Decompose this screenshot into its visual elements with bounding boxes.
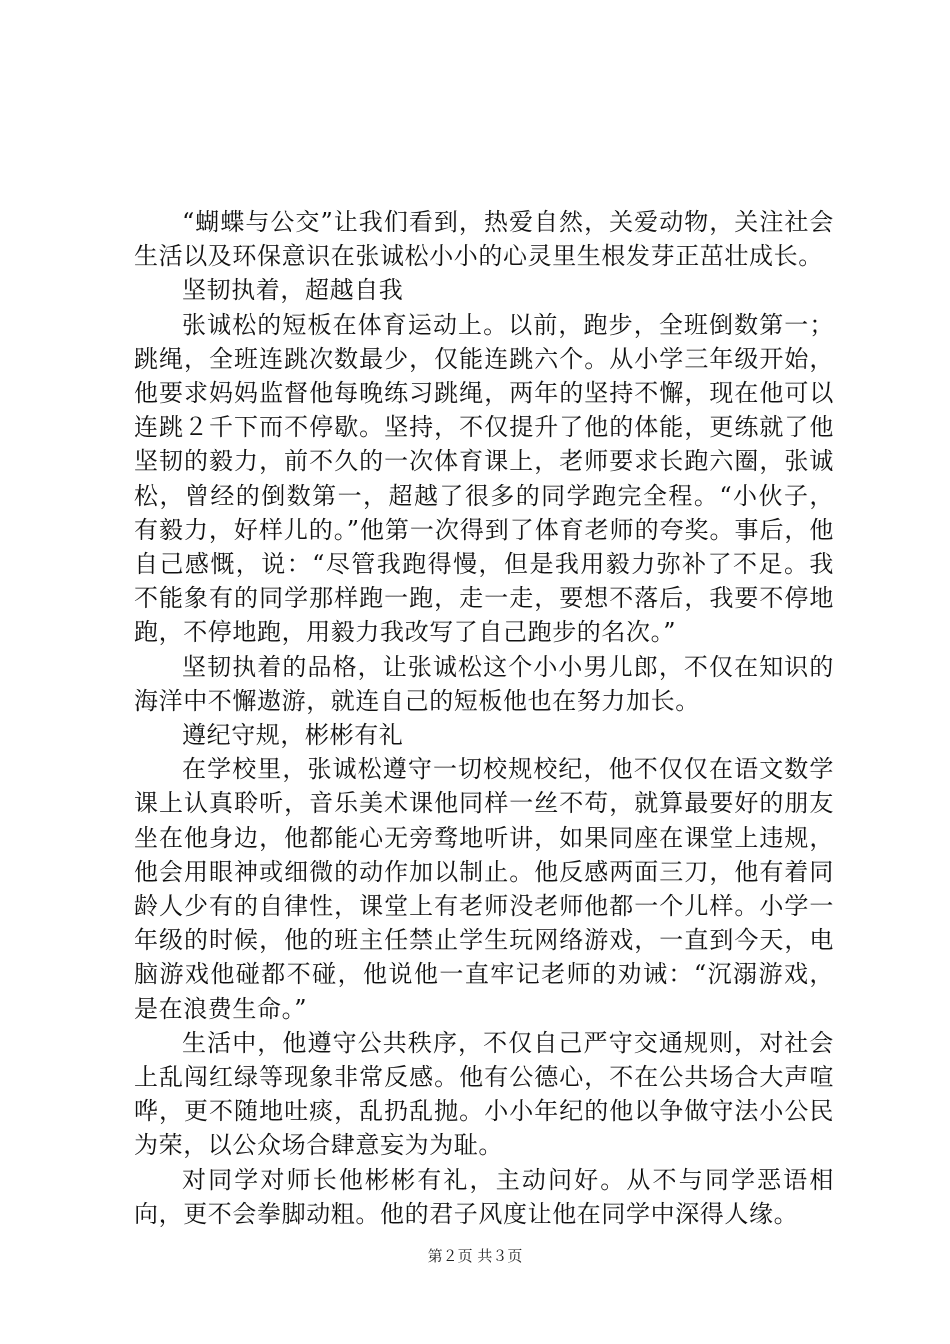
paragraph-school-rules: 在学校里，张诚松遵守一切校规校纪，他不仅仅在语文数学课上认真聆听，音乐美术课他同样一丝不苟，就算最要好的朋友坐在他身边，他都能心无旁骛地听讲，如果同座在课堂上违规，他会用眼神或细微的动作加以制止。他反感两面三刀，他有着同龄人少有的自律性，课堂上有老师没老师他都一个儿样。小学一年级的时候，他的班主任禁止学生玩网络游戏，一直到今天，电脑游戏他碰都不碰，他说他一直牢记老师的劝诫：“沉溺游戏，是在浪费生命。” [134,755,834,1023]
section-heading-perseverance: 坚韧执着，超越自我 [182,276,404,305]
section-heading-discipline: 遵纪守规，彬彬有礼 [182,721,404,750]
document-body [134,205,834,1231]
paragraph-politeness: 对同学对师长他彬彬有礼，主动问好。从不与同学恶语相向，更不会拳脚动粗。他的君子风度让他在同学中深得人缘。 [134,1165,834,1228]
page-footer: 第２页 共３页 [427,1247,523,1265]
paragraph-butterfly-bus: “蝴蝶与公交”让我们看到，热爱自然，关爱动物，关注社会生活以及环保意识在张诚松小小的心灵里生根发芽正茁壮成长。 [134,208,834,271]
paragraph-perseverance-summary: 坚韧执着的品格，让张诚松这个小小男儿郎，不仅在知识的海洋中不懈遨游，就连自己的短板他也在努力加长。 [134,652,834,715]
paragraph-sports-weakness: 张诚松的短板在体育运动上。以前，跑步，全班倒数第一；跳绳，全班连跳次数最少，仅能连跳六个。从小学三年级开始，他要求妈妈监督他每晚练习跳绳，两年的坚持不懈，现在他可以连跳２千下而不停歇。坚持，不仅提升了他的体能，更练就了他坚韧的毅力，前不久的一次体育课上，老师要求长跑六圈，张诚松，曾经的倒数第一，超越了很多的同学跑完全程。“小伙子，有毅力，好样儿的。”他第一次得到了体育老师的夸奖。事后，他自己感慨，说：“尽管我跑得慢，但是我用毅力弥补了不足。我不能象有的同学那样跑一跑，走一走，要想不落后，我要不停地跑，不停地跑，用毅力我改写了自己跑步的名次。” [134,310,834,647]
paragraph-public-order: 生活中，他遵守公共秩序，不仅自己严守交通规则，对社会上乱闯红绿等现象非常反感。他有公德心，不在公共场合大声喧哗，更不随地吐痰，乱扔乱抛。小小年纪的他以争做守法小公民为荣，以公众场合肆意妄为为耻。 [134,1028,834,1160]
